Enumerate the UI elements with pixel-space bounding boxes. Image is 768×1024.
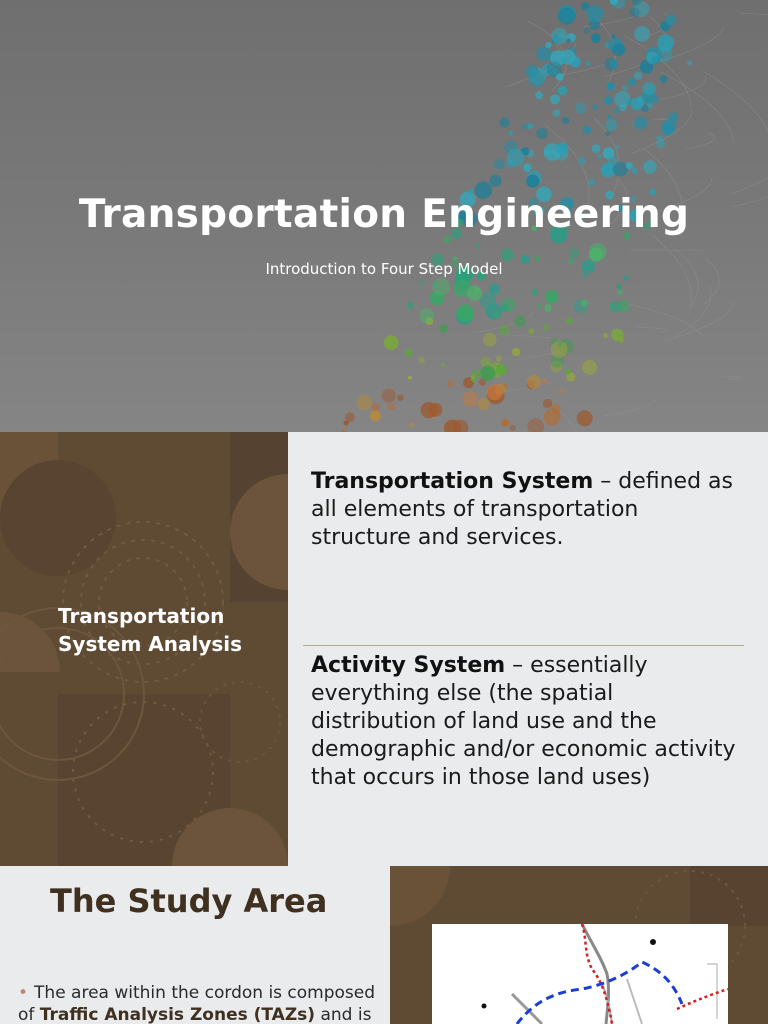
network-dot [545, 290, 558, 303]
bullet-item [18, 982, 378, 1024]
network-dot [632, 168, 638, 174]
network-dot [552, 28, 568, 44]
divider [303, 645, 744, 646]
network-dot [432, 278, 450, 296]
network-dot [656, 139, 665, 148]
panel-title: Transportation System Analysis [58, 604, 243, 656]
network-dot [634, 72, 642, 80]
network-dot [522, 124, 528, 130]
network-dot [397, 394, 404, 401]
term-transportation-system: Transportation System [311, 469, 594, 494]
network-dot [507, 149, 525, 167]
network-link [488, 334, 560, 340]
network-dot [577, 410, 593, 426]
network-dot [478, 398, 490, 410]
network-dot [528, 329, 534, 335]
network-dot [620, 104, 627, 111]
network-dot [597, 154, 602, 159]
network-dot [543, 399, 553, 409]
network-dot [575, 103, 586, 114]
network-dot [550, 94, 560, 104]
network-dot [603, 333, 608, 338]
network-dot [588, 179, 596, 187]
network-dot [544, 304, 551, 311]
network-dot [407, 302, 414, 309]
network-dot [542, 379, 547, 384]
network-dot [408, 376, 412, 380]
network-dot [494, 159, 505, 170]
network-dot [617, 284, 622, 289]
network-dot [475, 243, 480, 248]
network-dot [569, 248, 580, 259]
network-dot [592, 144, 601, 153]
title-slide [0, 0, 768, 432]
network-dot [593, 105, 598, 110]
study-area-map [432, 924, 728, 1024]
network-dot [622, 85, 628, 91]
network-dot [419, 357, 425, 363]
network-link [720, 376, 739, 379]
network-dot [493, 311, 500, 318]
network-dot [651, 56, 660, 65]
system-analysis-slide [0, 432, 768, 866]
network-dot [556, 143, 568, 155]
network-dot [643, 82, 656, 95]
network-dot [536, 46, 551, 61]
network-dot [582, 360, 597, 375]
network-dot [604, 96, 613, 105]
network-dot [480, 293, 496, 309]
network-dot [536, 128, 547, 139]
network-dot [535, 91, 543, 99]
network-dot [496, 356, 502, 362]
network-dot [501, 304, 509, 312]
network-dot [660, 75, 668, 83]
slide-title: Transportation Engineering [78, 192, 690, 237]
network-dot [447, 380, 454, 387]
network-dot [630, 7, 640, 17]
network-link [703, 71, 768, 147]
network-link [629, 250, 702, 251]
network-dot [439, 324, 448, 333]
network-dot [489, 284, 500, 295]
network-dot [558, 86, 568, 96]
network-dot [612, 43, 625, 56]
network-dot [668, 112, 678, 122]
network-dot [605, 131, 610, 136]
network-dot [558, 389, 563, 394]
network-dot [657, 34, 674, 51]
network-link [637, 327, 667, 332]
network-dot [562, 117, 569, 124]
bullet-dot-icon: • [18, 983, 29, 1003]
network-dot [543, 325, 549, 331]
network-dot [553, 109, 561, 117]
network-dot [356, 395, 372, 411]
network-link [686, 133, 714, 149]
network-dot [382, 389, 396, 403]
network-dot [496, 364, 507, 375]
network-dot [634, 26, 650, 42]
network-link [732, 139, 768, 194]
network-dot [441, 363, 445, 367]
network-dot [388, 402, 396, 410]
study-area-slide [0, 866, 768, 1024]
definition-transportation-system [311, 468, 741, 552]
network-dot [512, 348, 520, 356]
network-dot [502, 419, 509, 426]
network-dot [617, 289, 624, 296]
network-dot [489, 175, 501, 187]
network-dot [608, 115, 612, 119]
network-dot [419, 308, 434, 323]
network-link [674, 248, 698, 308]
network-dot [405, 349, 413, 357]
network-link [666, 286, 711, 342]
network-dot [585, 61, 591, 67]
network-dot [462, 391, 478, 407]
network-dot [558, 342, 563, 347]
definition-text: – essentially everything else (the spatial distribution of land use and the demographic and/or economic activity that occurs in those land uses) [311, 653, 736, 790]
network-dot [531, 289, 538, 296]
network-dot [611, 34, 615, 38]
network-dot [510, 425, 516, 431]
network-dot [410, 423, 415, 428]
network-dot [578, 157, 586, 165]
map-graphic [432, 924, 728, 1024]
network-dot [558, 7, 576, 25]
network-dot [429, 403, 443, 417]
network-dot [566, 369, 571, 374]
network-dot [606, 119, 618, 131]
network-dot [665, 15, 676, 26]
network-dot [528, 71, 544, 87]
definition-activity-system [311, 652, 741, 792]
network-dot [523, 164, 531, 172]
network-dot [643, 160, 657, 174]
network-dot [526, 175, 539, 188]
network-dot [616, 145, 620, 149]
brown-pattern-panel [0, 432, 288, 866]
network-dot [591, 33, 601, 43]
bullet-bold-term: Traffic Analysis Zones (TAZs) [39, 1005, 316, 1024]
network-dot [514, 315, 525, 326]
network-dot [626, 162, 634, 170]
network-dot [614, 108, 620, 114]
slide-heading: The Study Area [50, 882, 328, 920]
network-dot [610, 301, 621, 312]
network-dot [556, 73, 564, 81]
network-dot [472, 369, 481, 378]
network-dot [500, 117, 510, 127]
bullet-text: The area within the cordon is composed of [18, 983, 376, 1024]
definition-text: – defined as all elements of transportation structure and services. [311, 469, 733, 550]
network-dot [544, 409, 561, 426]
network-dot [545, 42, 551, 48]
network-dot [456, 304, 474, 322]
term-activity-system: Activity System [311, 653, 506, 678]
network-dot [499, 325, 510, 336]
network-dot [608, 156, 618, 166]
network-dot [527, 418, 544, 432]
network-link [739, 13, 768, 19]
network-dot [584, 28, 590, 34]
network-dot [606, 82, 614, 90]
slide-subtitle: Introduction to Four Step Model [265, 260, 503, 278]
network-dot [419, 281, 423, 285]
network-dot [610, 60, 618, 68]
network-dot [537, 303, 542, 308]
network-dot [611, 329, 624, 342]
network-dot [628, 78, 636, 86]
network-dot [483, 333, 497, 347]
network-dot [384, 335, 399, 350]
network-link [603, 399, 654, 416]
network-dot [583, 126, 591, 134]
bullet-text-tail: and is [315, 1005, 372, 1024]
network-dot [508, 131, 513, 136]
network-dot [687, 60, 692, 65]
network-dot [647, 103, 653, 109]
network-dot [630, 97, 643, 110]
network-dot [634, 116, 647, 129]
network-dot [527, 123, 533, 129]
network-dot [345, 412, 355, 422]
network-dot [561, 57, 567, 63]
network-dot [581, 300, 588, 307]
network-dot [467, 286, 482, 301]
network-dot [487, 385, 503, 401]
network-dot [566, 317, 573, 324]
network-dot [370, 410, 381, 421]
network-dot [587, 5, 604, 22]
network-dot [527, 375, 541, 389]
network-dot [480, 366, 495, 381]
